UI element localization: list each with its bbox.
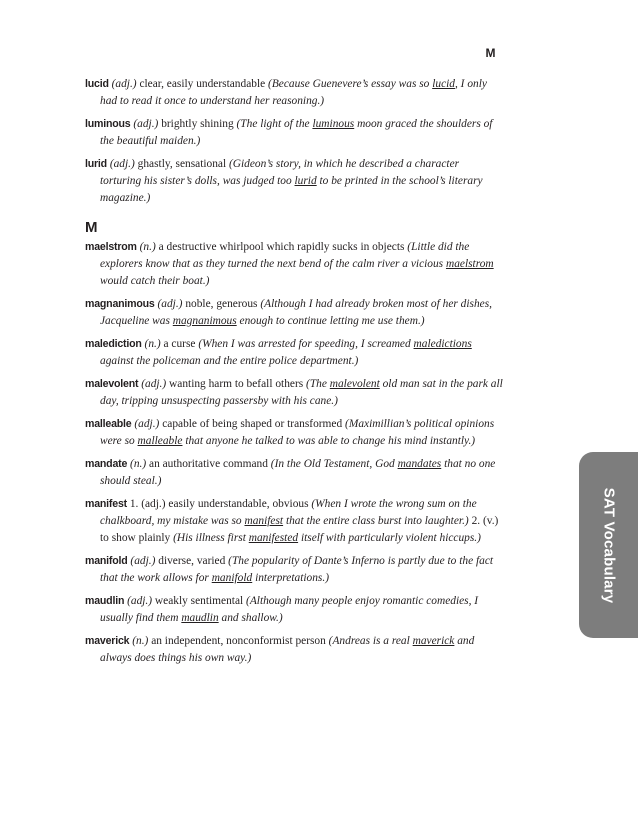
example-text: would catch their boat.) (100, 275, 210, 287)
definition: capable of being shaped or transformed (159, 418, 346, 430)
vocab-entry-maelstrom (85, 239, 503, 290)
example-text: that no one should steal.) (100, 458, 496, 487)
example-text: and always does things his own way.) (100, 635, 475, 664)
example-text: (Gideon’s story, in which he described a character torturing his sister’s dolls, was judged too (100, 158, 460, 187)
example-highlight: lurid (294, 175, 317, 187)
example-text: old man sat in the park all day, tripping unsuspecting passersby with his cane.) (100, 378, 503, 407)
example-highlight: mandates (397, 458, 442, 470)
example-highlight: manifest (244, 515, 284, 527)
example-text: (His illness first (173, 532, 249, 544)
example-text: (Although I had already broken most of her dishes, Jacqueline was (100, 298, 492, 327)
part-of-speech: (adj.) (109, 158, 135, 170)
vocab-entry-mandate (85, 456, 503, 490)
example-text: (Little did the explorers know that as they turned the next bend of the calm river a vicious (100, 241, 470, 270)
part-of-speech: (adj.) (141, 378, 167, 390)
entries-group-l (85, 76, 503, 207)
example-text: and shallow.) (218, 612, 283, 624)
definition: noble, generous (182, 298, 261, 310)
example-text: (Because Guenevere’s essay was so (268, 78, 433, 90)
part-of-speech: (n.) (130, 458, 147, 470)
entry-word: lurid (85, 158, 107, 170)
entry-word: malleable (85, 418, 132, 430)
page-letter: M (485, 46, 496, 60)
entry-word: lucid (85, 78, 109, 90)
entries-group-m (85, 239, 503, 667)
example-text: enough to continue letting me use them.) (236, 315, 425, 327)
vocab-entry-maudlin (85, 593, 503, 627)
entry-word: manifest (85, 498, 127, 510)
example-text: (When I wrote the wrong sum on the chalkboard, my mistake was so (100, 498, 477, 527)
entry-word: malevolent (85, 378, 139, 390)
example-highlight: manifested (248, 532, 299, 544)
example-highlight: maudlin (181, 612, 219, 624)
definition: diverse, varied (155, 555, 229, 567)
vocab-entry-manifest (85, 496, 503, 547)
example-text: (The popularity of Dante’s Inferno is partly due to the fact that the work allows for (100, 555, 494, 584)
entry-word: mandate (85, 458, 128, 470)
vocabulary-list (85, 76, 503, 673)
vocab-entry-malleable (85, 416, 503, 450)
definition: wanting harm to befall others (166, 378, 307, 390)
example-highlight: malevolent (329, 378, 380, 390)
example-text: (Maximillian’s political opinions were so (100, 418, 495, 447)
vocab-entry-luminous (85, 116, 503, 150)
example-highlight: maelstrom (445, 258, 494, 270)
section-side-tab[interactable] (579, 452, 638, 638)
definition: 2. (v.) to show plainly (100, 515, 499, 544)
example-text: , I only had to read it once to understand her reasoning.) (100, 78, 487, 107)
example-text: that anyone he talked to was able to change his mind instantly.) (182, 435, 476, 447)
vocab-entry-malevolent (85, 376, 503, 410)
section-heading: M (85, 219, 98, 236)
definition: an independent, nonconformist person (148, 635, 329, 647)
vocab-entry-magnanimous (85, 296, 503, 330)
side-tab-label: SAT Vocabulary (600, 487, 618, 603)
entry-word: manifold (85, 555, 128, 567)
vocab-entry-maverick (85, 633, 503, 667)
example-highlight: maledictions (413, 338, 472, 350)
definition: ghastly, sensational (134, 158, 229, 170)
definition: 1. (adj.) easily understandable, obvious (126, 498, 312, 510)
vocab-entry-lurid (85, 156, 503, 207)
vocab-entry-malediction (85, 336, 503, 370)
entry-word: maelstrom (85, 241, 137, 253)
entry-word: maudlin (85, 595, 125, 607)
example-text: moon graced the shoulders of the beautiful maiden.) (100, 118, 493, 147)
part-of-speech: (n.) (139, 241, 156, 253)
part-of-speech: (n.) (144, 338, 161, 350)
entry-word: luminous (85, 118, 131, 130)
example-highlight: manifold (211, 572, 253, 584)
entry-word: magnanimous (85, 298, 155, 310)
definition: a curse (160, 338, 199, 350)
example-highlight: luminous (312, 118, 355, 130)
example-text: (When I was arrested for speeding, I screamed (198, 338, 414, 350)
example-text: (In the Old Testament, God (270, 458, 398, 470)
example-text: (The light of the (236, 118, 313, 130)
part-of-speech: (adj.) (111, 78, 137, 90)
entry-word: maverick (85, 635, 130, 647)
example-text: interpretations.) (252, 572, 329, 584)
entry-word: malediction (85, 338, 142, 350)
part-of-speech: (adj.) (133, 118, 159, 130)
example-text: (Andreas is a real (328, 635, 413, 647)
definition: clear, easily understandable (136, 78, 269, 90)
part-of-speech: (adj.) (157, 298, 183, 310)
example-highlight: malleable (137, 435, 183, 447)
example-text: to be printed in the school’s literary magazine.) (100, 175, 483, 204)
example-highlight: maverick (412, 635, 455, 647)
vocab-entry-lucid (85, 76, 503, 110)
vocab-entry-manifold (85, 553, 503, 587)
example-text: that the entire class burst into laughter.) (283, 515, 469, 527)
definition: a destructive whirlpool which rapidly sucks in objects (155, 241, 408, 253)
part-of-speech: (adj.) (127, 595, 153, 607)
example-highlight: lucid (432, 78, 455, 90)
definition: weakly sentimental (152, 595, 247, 607)
part-of-speech: (adj.) (134, 418, 160, 430)
definition: an authoritative command (146, 458, 271, 470)
part-of-speech: (n.) (132, 635, 149, 647)
part-of-speech: (adj.) (130, 555, 156, 567)
definition: brightly shining (158, 118, 237, 130)
example-text: itself with particularly violent hiccups.) (298, 532, 481, 544)
example-text: (The (306, 378, 330, 390)
example-highlight: magnanimous (172, 315, 237, 327)
example-text: against the policeman and the entire police department.) (100, 355, 359, 367)
example-text: (Although many people enjoy romantic comedies, I usually find them (100, 595, 479, 624)
